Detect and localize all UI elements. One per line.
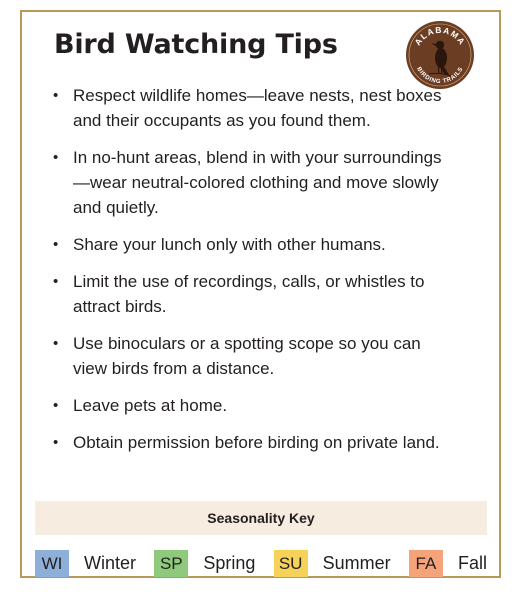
tip-item bbox=[53, 232, 453, 257]
seasonality-key-header bbox=[35, 501, 487, 535]
tips-list bbox=[53, 83, 453, 467]
season-name: Winter bbox=[84, 552, 137, 573]
alabama-birding-trails-logo bbox=[405, 20, 475, 90]
tip-item bbox=[53, 83, 453, 133]
bullet-icon: • bbox=[53, 434, 59, 451]
tip-text: Share your lunch only with other humans. bbox=[73, 235, 386, 254]
tip-text: Respect wildlife homes—leave nests, nest boxes and their occupants as you found them. bbox=[73, 86, 442, 130]
page-title: Bird Watching Tips bbox=[54, 29, 338, 60]
tip-text: Use binoculars or a spotting scope so you can view birds from a distance. bbox=[73, 334, 421, 378]
season-name: Fall bbox=[457, 552, 487, 573]
season-code-badge: SU bbox=[274, 550, 308, 577]
tip-item bbox=[53, 430, 453, 455]
season-fall bbox=[409, 550, 487, 577]
bullet-icon: • bbox=[53, 273, 59, 290]
tip-text: In no-hunt areas, blend in with your surroundings—wear neutral-colored clothing and move slowly and quietly. bbox=[73, 148, 442, 217]
season-code-badge: SP bbox=[154, 550, 188, 577]
tip-item bbox=[53, 145, 453, 220]
season-winter bbox=[35, 550, 136, 577]
tip-text: Leave pets at home. bbox=[73, 396, 228, 415]
tip-item bbox=[53, 393, 453, 418]
bullet-icon: • bbox=[53, 87, 59, 104]
season-name: Spring bbox=[203, 552, 256, 573]
bullet-icon: • bbox=[53, 236, 59, 253]
season-summer bbox=[274, 550, 391, 577]
season-spring bbox=[154, 550, 255, 577]
season-code-badge: WI bbox=[35, 550, 69, 577]
season-code-badge: FA bbox=[409, 550, 443, 577]
bullet-icon: • bbox=[53, 149, 59, 166]
seasonality-legend bbox=[35, 548, 487, 578]
tip-text: Obtain permission before birding on private land. bbox=[73, 433, 440, 452]
tip-item bbox=[53, 331, 453, 381]
tip-item bbox=[53, 269, 453, 319]
logo-top-text: ALABAMA bbox=[412, 24, 468, 48]
logo-bottom-text: BIRDING TRAILS bbox=[415, 66, 465, 86]
tip-text: Limit the use of recordings, calls, or whistles to attract birds. bbox=[73, 272, 425, 316]
bullet-icon: • bbox=[53, 397, 59, 414]
bullet-icon: • bbox=[53, 335, 59, 352]
season-name: Summer bbox=[322, 552, 391, 573]
seasonality-key-title: Seasonality Key bbox=[207, 510, 315, 526]
